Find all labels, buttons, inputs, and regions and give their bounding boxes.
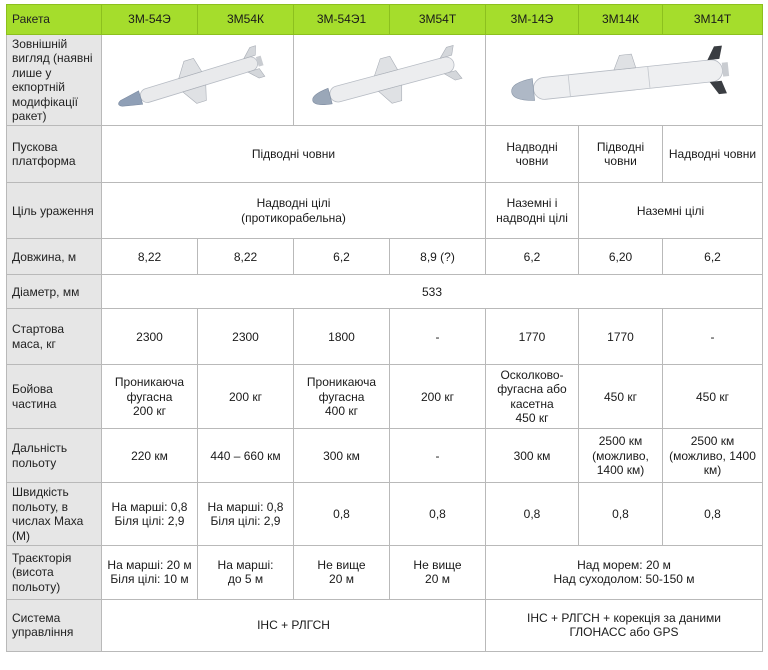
cell: Надводні цілі (протикорабельна) bbox=[102, 183, 486, 239]
cell: - bbox=[390, 429, 486, 483]
cell: Надводні човни bbox=[663, 126, 763, 183]
missile-name: 3М-54Э bbox=[102, 5, 198, 35]
missile-name: 3М54Т bbox=[390, 5, 486, 35]
cell: - bbox=[663, 309, 763, 365]
cell: Не вище 20 м bbox=[390, 545, 486, 599]
cell: Надводні човни bbox=[486, 126, 579, 183]
cell: Наземні і надводні цілі bbox=[486, 183, 579, 239]
cell: 6,2 bbox=[663, 239, 763, 275]
cell: На марші: 0,8 Біля цілі: 2,9 bbox=[198, 483, 294, 546]
cell: 0,8 bbox=[390, 483, 486, 546]
missile-illustration bbox=[300, 44, 480, 116]
cell: 0,8 bbox=[294, 483, 390, 546]
cell: 200 кг bbox=[198, 365, 294, 429]
range-row bbox=[7, 429, 763, 483]
missile-illustration bbox=[499, 40, 749, 120]
cell: 300 км bbox=[486, 429, 579, 483]
warhead-row bbox=[7, 365, 763, 429]
cell: ІНС + РЛГСН + корекція за даними ГЛОНАСС або GPS bbox=[486, 599, 763, 651]
cell: На марші: 20 м Біля цілі: 10 м bbox=[102, 545, 198, 599]
cell: ІНС + РЛГСН bbox=[102, 599, 486, 651]
row-label: Швидкість польоту, в числах Маха (М) bbox=[7, 483, 102, 546]
target-row bbox=[7, 183, 763, 239]
missile-image-3m14 bbox=[486, 35, 763, 126]
row-label: Довжина, м bbox=[7, 239, 102, 275]
cell: 2500 км (можливо, 1400 км) bbox=[579, 429, 663, 483]
cell: Проникаюча фугасна 200 кг bbox=[102, 365, 198, 429]
row-label: Пускова платформа bbox=[7, 126, 102, 183]
cell: 8,22 bbox=[198, 239, 294, 275]
cell: 200 кг bbox=[390, 365, 486, 429]
cell: 6,20 bbox=[579, 239, 663, 275]
cell: 6,2 bbox=[294, 239, 390, 275]
cell: 450 кг bbox=[579, 365, 663, 429]
cell: 1770 bbox=[579, 309, 663, 365]
row-label: Бойова частина bbox=[7, 365, 102, 429]
cell: 1800 bbox=[294, 309, 390, 365]
missile-name: 3М14Т bbox=[663, 5, 763, 35]
cell: 8,22 bbox=[102, 239, 198, 275]
missile-spec-table bbox=[6, 4, 763, 652]
cell: 0,8 bbox=[663, 483, 763, 546]
missile-name: 3М14К bbox=[579, 5, 663, 35]
cell: На марші: 0,8 Біля цілі: 2,9 bbox=[102, 483, 198, 546]
cell: Проникаюча фугасна 400 кг bbox=[294, 365, 390, 429]
cell: 2300 bbox=[102, 309, 198, 365]
cell: 440 – 660 км bbox=[198, 429, 294, 483]
missile-name: 3М54К bbox=[198, 5, 294, 35]
cell: Осколково-фугасна або касетна 450 кг bbox=[486, 365, 579, 429]
cell: Наземні цілі bbox=[579, 183, 763, 239]
row-label: Траєкторія (висота польоту) bbox=[7, 545, 102, 599]
row-label: Ціль ураження bbox=[7, 183, 102, 239]
missile-name: 3М-14Э bbox=[486, 5, 579, 35]
cell: 2500 км (можливо, 1400 км) bbox=[663, 429, 763, 483]
header-label: Ракета bbox=[7, 5, 102, 35]
length-row bbox=[7, 239, 763, 275]
missile-illustration bbox=[108, 44, 288, 116]
cell: Не вище 20 м bbox=[294, 545, 390, 599]
cell: 2300 bbox=[198, 309, 294, 365]
cell: Підводні човни bbox=[579, 126, 663, 183]
row-label: Дальність польоту bbox=[7, 429, 102, 483]
cell: 6,2 bbox=[486, 239, 579, 275]
cell: 8,9 (?) bbox=[390, 239, 486, 275]
cell: 0,8 bbox=[486, 483, 579, 546]
cell: 1770 bbox=[486, 309, 579, 365]
cell: 220 км bbox=[102, 429, 198, 483]
mass-row bbox=[7, 309, 763, 365]
speed-row bbox=[7, 483, 763, 546]
row-label: Зовнішній вигляд (наявні лише у екпортній модифікації ракет) bbox=[7, 35, 102, 126]
cell: 533 bbox=[102, 275, 763, 309]
row-label: Система управління bbox=[7, 599, 102, 651]
missile-image-3m54 bbox=[102, 35, 294, 126]
cell: Підводні човни bbox=[102, 126, 486, 183]
appearance-row bbox=[7, 35, 763, 126]
platform-row bbox=[7, 126, 763, 183]
header-row bbox=[7, 5, 763, 35]
trajectory-row bbox=[7, 545, 763, 599]
cell: 0,8 bbox=[579, 483, 663, 546]
diameter-row bbox=[7, 275, 763, 309]
cell: На марші: до 5 м bbox=[198, 545, 294, 599]
missile-image-3m54e1 bbox=[294, 35, 486, 126]
missile-name: 3М-54Э1 bbox=[294, 5, 390, 35]
row-label: Діаметр, мм bbox=[7, 275, 102, 309]
cell: Над морем: 20 м Над суходолом: 50-150 м bbox=[486, 545, 763, 599]
cell: 300 км bbox=[294, 429, 390, 483]
cell: 450 кг bbox=[663, 365, 763, 429]
row-label: Стартова маса, кг bbox=[7, 309, 102, 365]
guidance-row bbox=[7, 599, 763, 651]
cell: - bbox=[390, 309, 486, 365]
